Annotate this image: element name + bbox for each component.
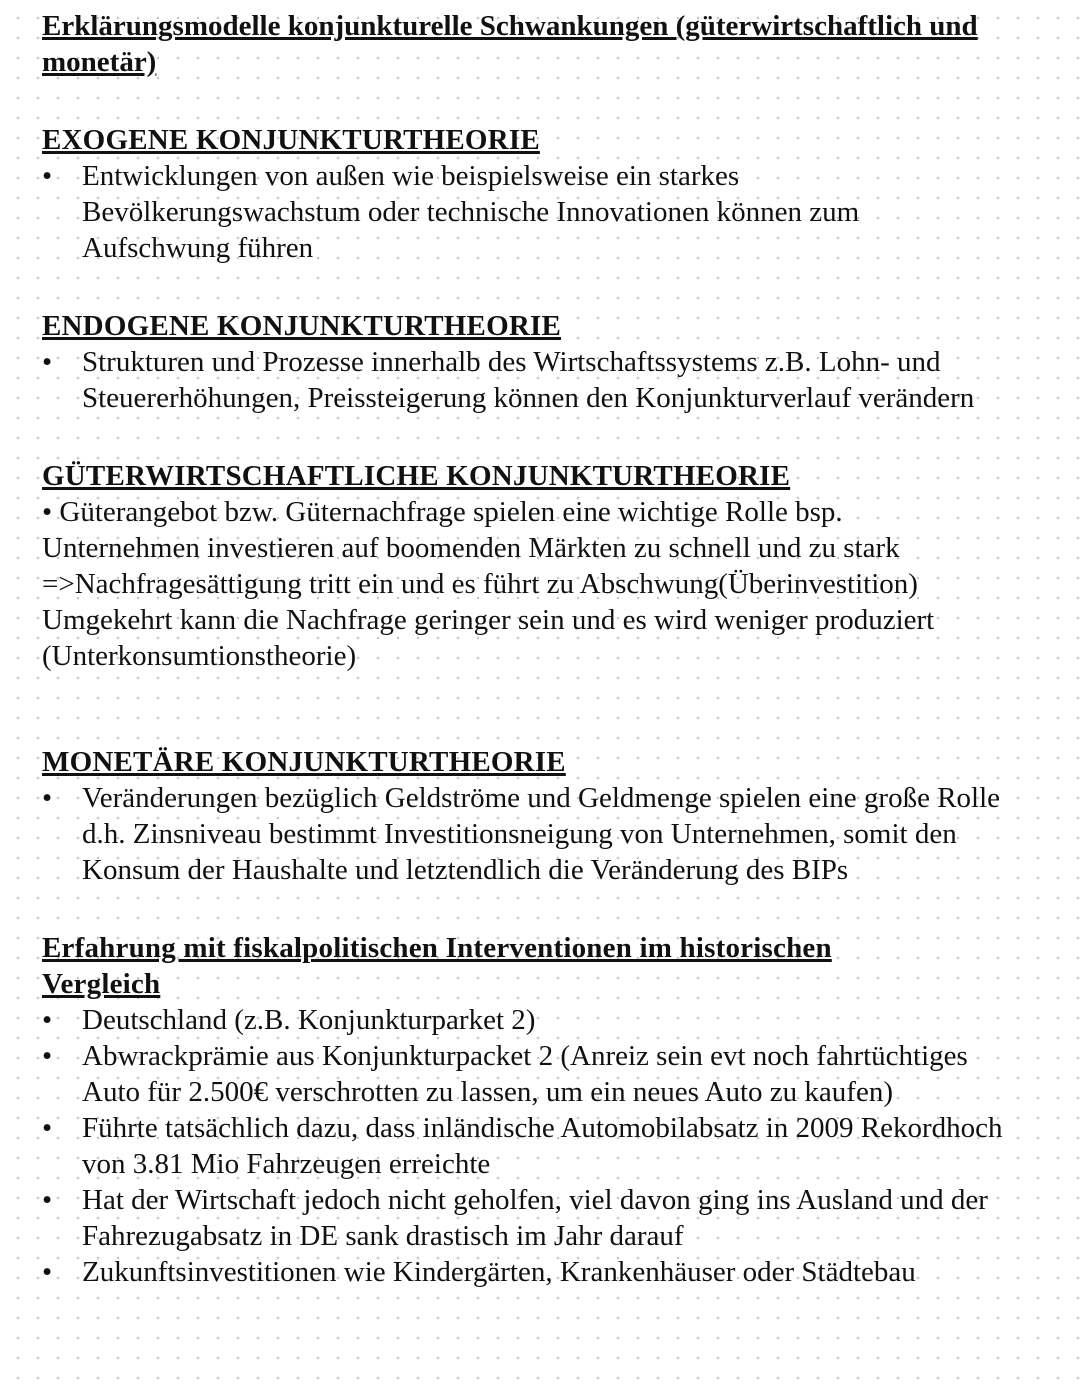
section-monetaere: [42, 744, 1040, 888]
document-title: Erklärungsmodelle konjunkturelle Schwankungen (güterwirtschaftlich und monetär): [42, 10, 978, 78]
list-item: • Abwrackprämie aus Konjunkturpacket 2 (Anreiz sein evt noch fahrtüchtiges Auto für 2.500€ verschrotten zu lassen, um ein neues Auto zu kaufen): [42, 1038, 1012, 1110]
section-heading: MONETÄRE KONJUNKTURTHEORIE: [42, 746, 566, 778]
section-heading: ENDOGENE KONJUNKTURTHEORIE: [42, 310, 562, 342]
section-fiskalpolitik: [42, 930, 1040, 1290]
spacer: [42, 80, 1040, 122]
bullet-list: [42, 158, 1040, 266]
paragraph: • Güterangebot bzw. Güternachfrage spielen eine wichtige Rolle bsp. Unternehmen investieren auf boomenden Märkten zu schnell und zu stark =>Nachfragesättigung tritt ein und es führt zu Abschwung(Überinvestition) Umgekehrt kann die Nachfrage geringer sein und es wird weniger produziert (Unterkonsumtionstheorie): [42, 496, 935, 672]
section-gueterwirtschaftliche: [42, 458, 1040, 674]
bullet-list: [42, 1002, 1040, 1290]
spacer: [42, 266, 1040, 308]
list-item: • Führte tatsächlich dazu, dass inländische Automobilabsatz in 2009 Rekordhoch von 3.81 Mio Fahrzeugen erreichte: [42, 1110, 1012, 1182]
spacer: [42, 888, 1040, 930]
section-heading: EXOGENE KONJUNKTURTHEORIE: [42, 124, 540, 156]
list-item: • Deutschland (z.B. Konjunkturparket 2): [42, 1002, 1012, 1038]
section-heading: GÜTERWIRTSCHAFTLICHE KONJUNKTURTHEORIE: [42, 460, 791, 492]
bullet-list: [42, 344, 1040, 416]
section-endogene: [42, 308, 1040, 416]
spacer: [42, 674, 1040, 744]
bullet-list: [42, 780, 1040, 888]
list-item: • Zukunftsinvestitionen wie Kindergärten, Krankenhäuser oder Städtebau: [42, 1254, 1012, 1290]
list-item: • Entwicklungen von außen wie beispielsweise ein starkes Bevölkerungswachstum oder technische Innovationen können zum Aufschwung führen: [42, 158, 1012, 266]
spacer: [42, 416, 1040, 458]
section-exogene: [42, 122, 1040, 266]
section-heading: Erfahrung mit fiskalpolitischen Interventionen im historischen Vergleich: [42, 932, 832, 1000]
list-item: • Hat der Wirtschaft jedoch nicht geholfen, viel davon ging ins Ausland und der Fahrezugabsatz in DE sank drastisch im Jahr darauf: [42, 1182, 1012, 1254]
list-item: • Strukturen und Prozesse innerhalb des Wirtschaftssystems z.B. Lohn- und Steuererhöhungen, Preissteigerung können den Konjunkturverlauf verändern: [42, 344, 1012, 416]
list-item: • Veränderungen bezüglich Geldströme und Geldmenge spielen eine große Rolle d.h. Zinsniveau bestimmt Investitionsneigung von Unternehmen, somit den Konsum der Haushalte und letztendlich die Veränderung des BIPs: [42, 780, 1012, 888]
